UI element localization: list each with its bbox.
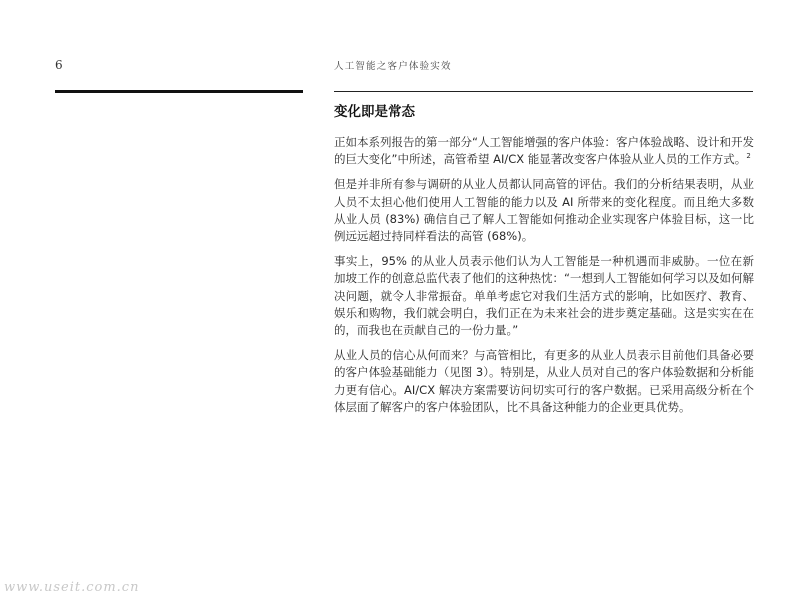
paragraph-1-text: 正如本系列报告的第一部分“人工智能增强的客户体验：客户体验战略、设计和开发的巨大变化”中所述，高管希望 AI/CX 能显著改变客户体验从业人员的工作方式。 [334,135,754,167]
paragraph-3: 事实上，95% 的从业人员表示他们认为人工智能是一种机遇而非威胁。一位在新加坡工作的创意总监代表了他们的这种热忱：“一想到人工智能如何学习以及如何解决问题，就令人非常振奋。单单考虑它对我们生活方式的影响，比如医疗、教育、娱乐和购物，我们就会明白，我们正在为未来社会的进步奠定基础。这是实实在在的，而我也在贡献自己的一份力量。” [334,254,754,338]
body-text [334,134,754,424]
paragraph-1 [334,134,754,168]
watermark: www.useit.com.cn [4,580,140,595]
section-title: 变化即是常态 [334,104,415,120]
running-header: 人工智能之客户体验实效 [334,61,452,72]
left-divider-rule [55,90,303,93]
paragraph-4: 从业人员的信心从何而来？与高管相比，有更多的从业人员表示目前他们具备必要的客户体验基础能力（见图 3）。特别是，从业人员对自己的客户体验数据和分析能力更有信心。AI/CX 解决方案需要访问切实可行的客户数据。已采用高级分析在个体层面了解客户的客户体验团队，比不具备这种能力的企业更具优势。 [334,348,754,414]
right-divider-rule [334,91,753,92]
paragraph-2: 但是并非所有参与调研的从业人员都认同高管的评估。我们的分析结果表明，从业人员不太担心他们使用人工智能的能力以及 AI 所带来的变化程度。而且绝大多数从业人员 (83%) 确信自己了解人工智能如何推动企业实现客户体验目标，这一比例远远超过持同样看法的高管 (68%)。 [334,177,754,244]
footnote-marker: 2 [746,152,751,161]
page-number: 6 [55,58,63,72]
